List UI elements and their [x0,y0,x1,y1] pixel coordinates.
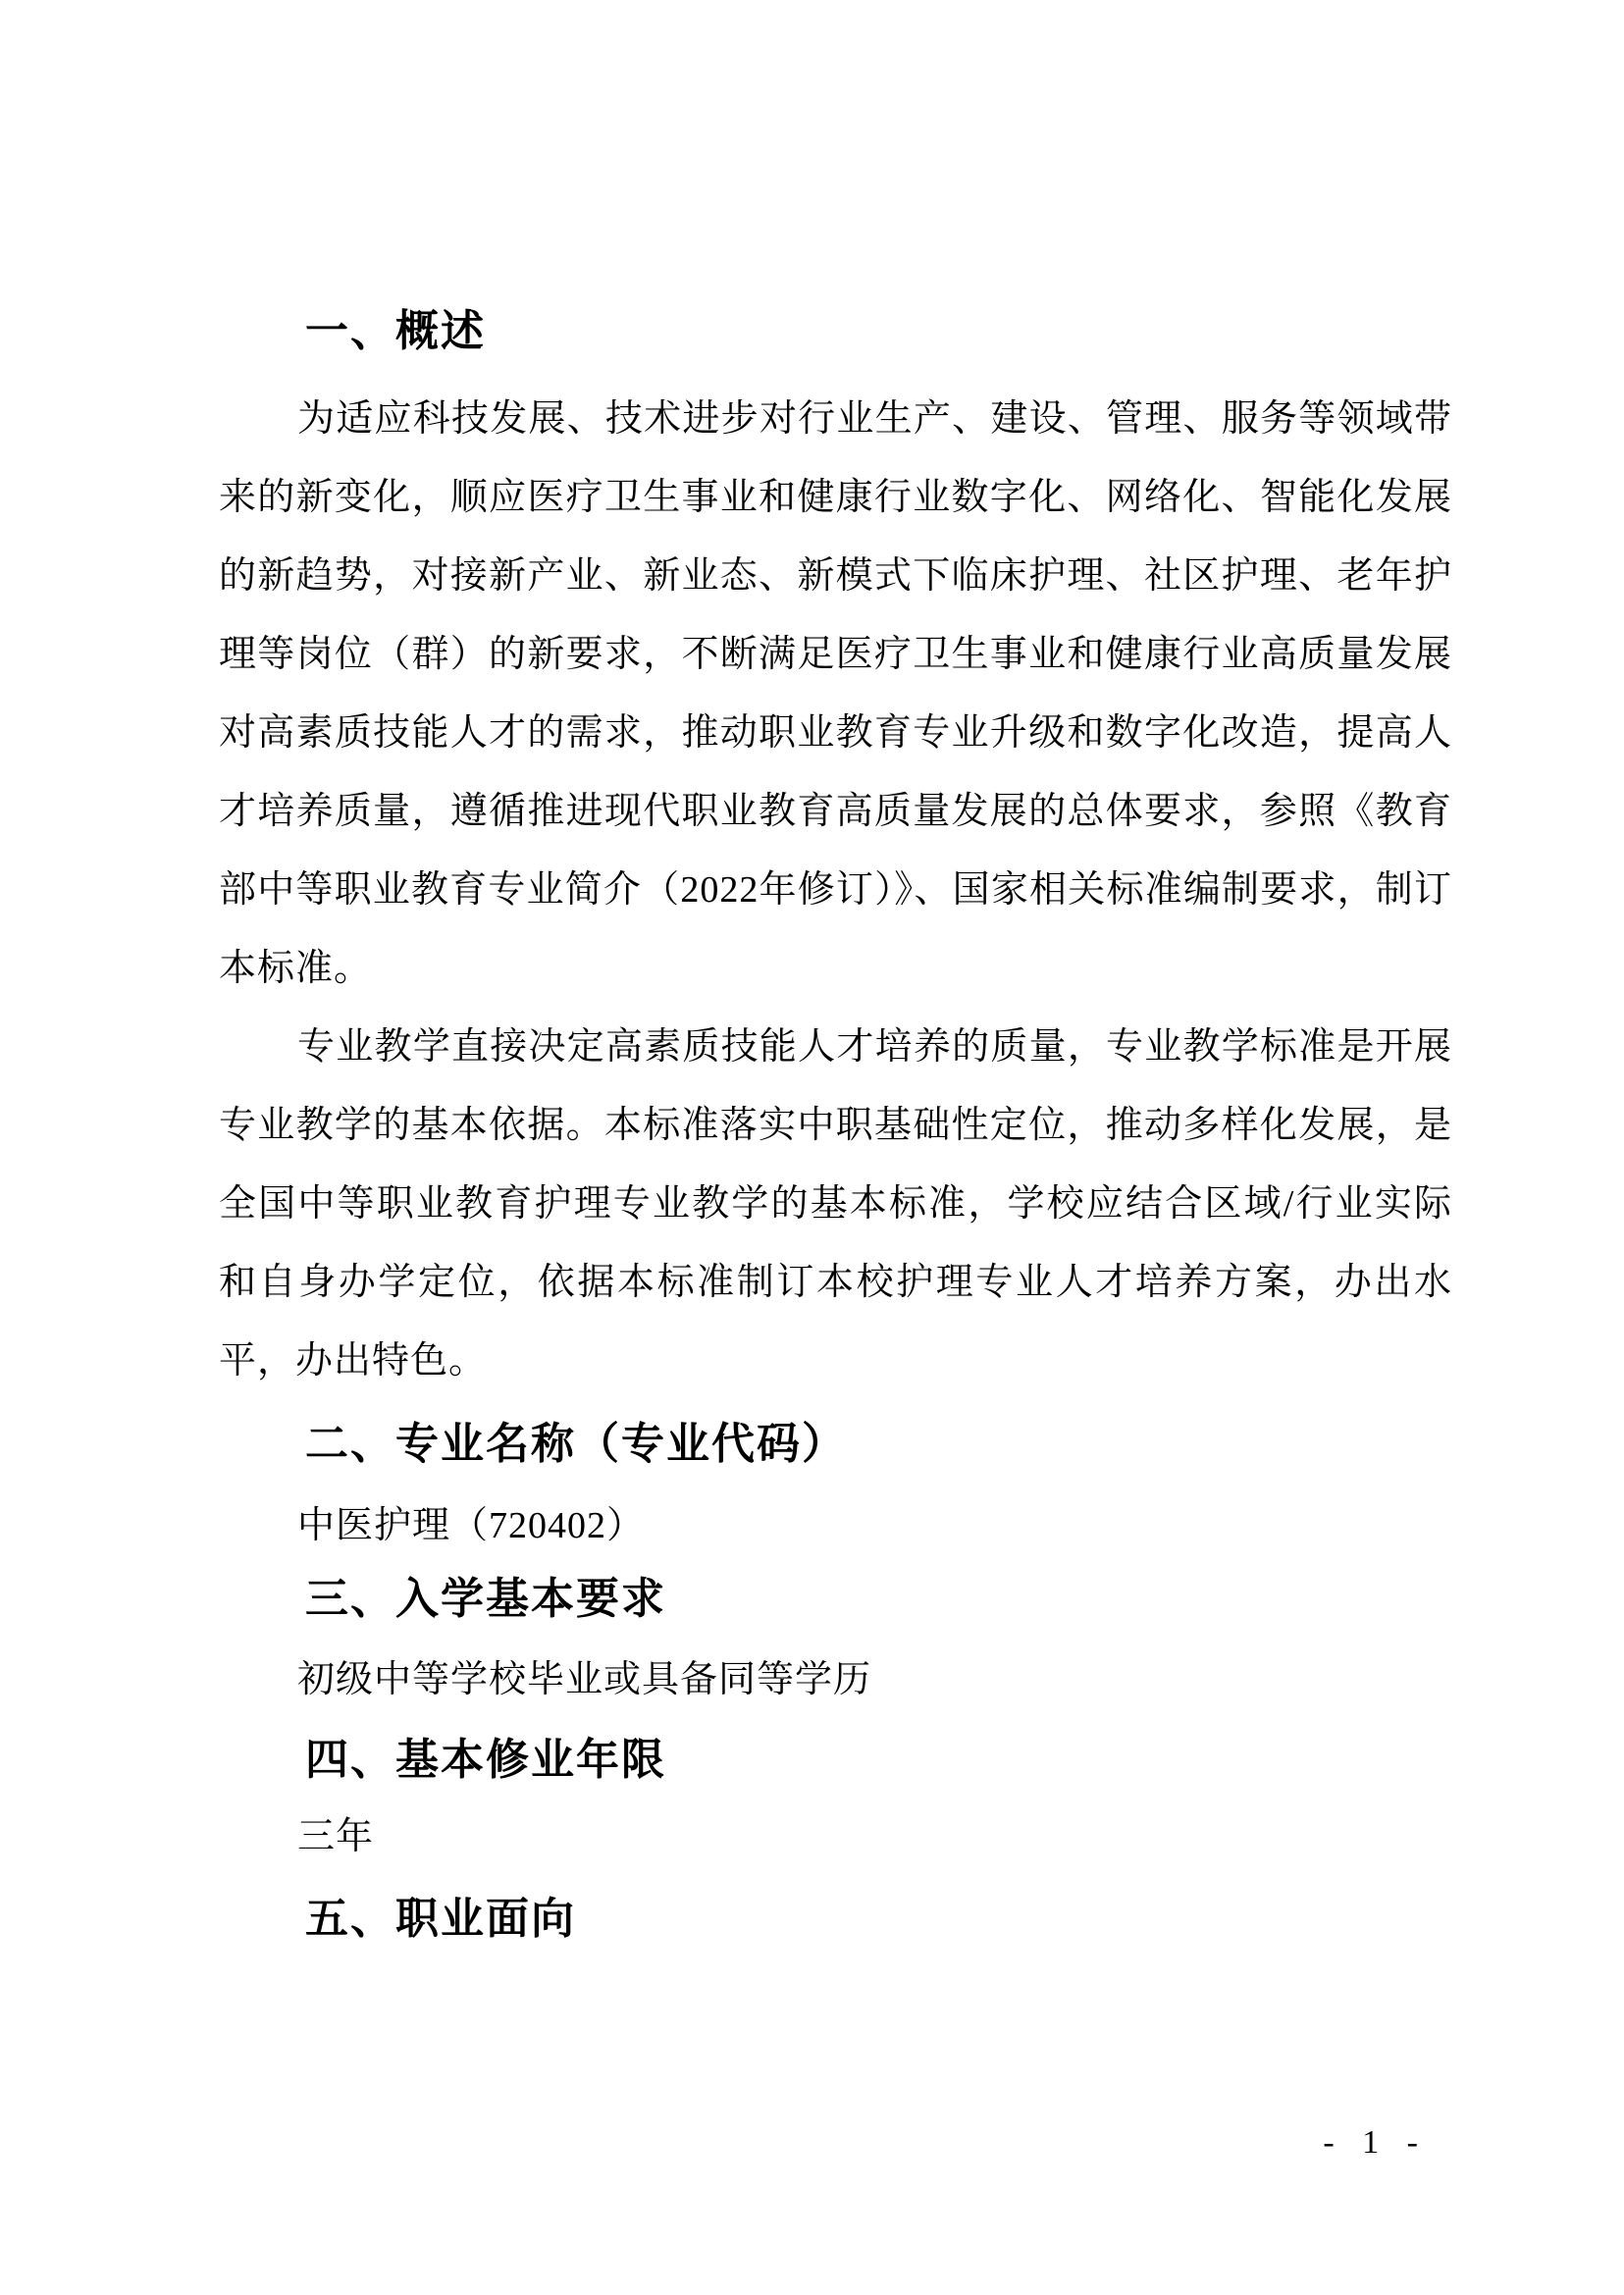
section-heading-overview: 一、概述 [305,307,486,355]
section-overview [219,306,1452,1400]
section-heading-major-name-code: 二、专业名称（专业代码） [305,1420,847,1468]
section-major-name-code [219,1419,1452,1565]
page-number: - 1 - [1323,2124,1428,2161]
section-study-duration [219,1735,1452,1876]
paragraph: 专业教学直接决定高素质技能人才培养的质量，专业教学标准是开展专业教学的基本依据。本标准落实中职基础性定位，推动多样化发展，是全国中等职业教育护理专业教学的基本标准，学校应结合区域/行业实际和自身办学定位，依据本标准制订本校护理专业人才培养方案，办出水平，办出特色。 [219,1026,1452,1382]
text-line-entry-requirements: 初级中等学校毕业或具备同等学历 [297,1659,872,1700]
paragraph: 为适应科技发展、技术进步对行业生产、建设、管理、服务等领域带来的新变化，顺应医疗卫生事业和健康行业数字化、网络化、智能化发展的新趋势，对接新产业、新业态、新模式下临床护理、社区护理、老年护理等岗位（群）的新要求，不断满足医疗卫生事业和健康行业高质量发展对高素质技能人才的需求，推动职业教育专业升级和数字化改造，提高人才培养质量，遵循推进现代职业教育高质量发展的总体要求，参照《教育部中等职业教育专业简介（2022年修订）》、国家相关标准编制要求，制订本标准。 [219,398,1452,989]
text-line-study-duration: 三年 [297,1816,375,1857]
section-heading-entry-requirements: 三、入学基本要求 [305,1575,666,1623]
section-entry-requirements [219,1574,1452,1719]
document-content [219,306,1452,1945]
text-line-major-name-code: 中医护理（720402） [297,1505,646,1546]
section-heading-study-duration: 四、基本修业年限 [305,1736,666,1784]
section-career-orientation [219,1894,1452,1945]
section-heading-career-orientation: 五、职业面向 [305,1895,576,1943]
